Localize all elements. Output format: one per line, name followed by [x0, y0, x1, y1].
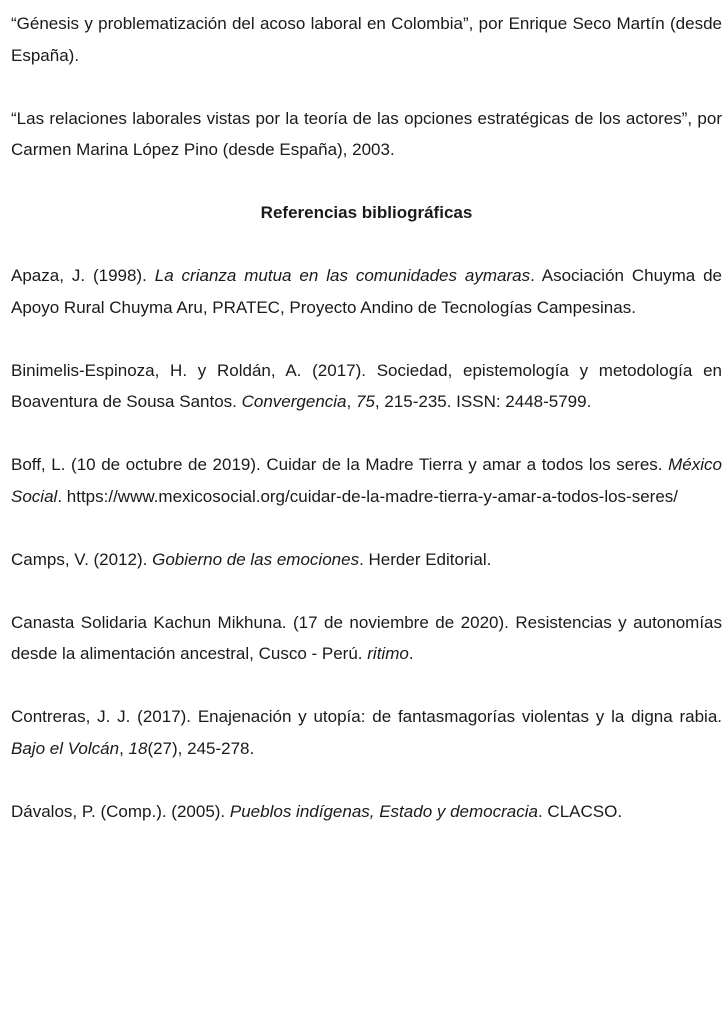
- reference-binimelis: [11, 355, 722, 418]
- ref-journal: ritimo: [367, 644, 409, 663]
- ref-volume: 75: [355, 392, 375, 411]
- ref-author-date: Contreras, J. J. (2017). Enajenación y utopía: de fantasmagorías violentas y la digna rabia.: [11, 707, 722, 726]
- reference-canasta: [11, 607, 722, 670]
- ref-rest: (27), 245-278.: [147, 738, 255, 758]
- ref-journal: Convergencia: [241, 392, 347, 411]
- ref-rest: .: [408, 644, 414, 663]
- reference-camps: [11, 544, 722, 576]
- ref-rest: . CLACSO.: [537, 801, 623, 821]
- ref-sep: .: [57, 486, 67, 506]
- ref-author-date: Canasta Solidaria Kachun Mikhuna. (17 de noviembre de 2020). Resistencias y autonomías desde la alimentación ancestral, Cusco - Perú.: [11, 612, 722, 663]
- ref-sep: ,: [119, 738, 129, 758]
- section-heading: Referencias bibliográficas: [260, 203, 473, 222]
- ref-rest: . Asociación Chuyma de Apoyo Rural Chuyma Aru, PRATEC, Proyecto Andino de Tecnologías Campesinas.: [11, 266, 722, 317]
- ref-volume: 18: [128, 738, 148, 758]
- reference-contreras: [11, 701, 722, 764]
- ref-journal: México Social: [11, 455, 722, 506]
- reference-davalos: [11, 796, 722, 828]
- ref-url-link[interactable]: https://www.mexicosocial.org/cuidar-de-la-madre-tierra-y-amar-a-todos-los-seres/: [66, 486, 679, 506]
- ref-author-date: Dávalos, P. (Comp.). (2005).: [11, 801, 230, 821]
- ref-author-date: Camps, V. (2012).: [11, 549, 153, 569]
- ref-journal: Bajo el Volcán: [11, 738, 120, 758]
- document-page: [11, 8, 722, 827]
- ref-author-date: Binimelis-Espinoza, H. y Roldán, A. (2017). Sociedad, epistemología y metodología en Boaventura de Sousa Santos.: [11, 360, 722, 411]
- ref-title: La crianza mutua en las comunidades aymaras: [154, 266, 531, 285]
- reference-boff: [11, 449, 722, 512]
- ref-title: Pueblos indígenas, Estado y democracia: [229, 801, 538, 821]
- ref-author-date: Boff, L. (10 de octubre de 2019). Cuidar de la Madre Tierra y amar a todos los seres.: [11, 455, 669, 474]
- ref-rest: . Herder Editorial.: [359, 549, 492, 569]
- intro-item-2: “Las relaciones laborales vistas por la teoría de las opciones estratégicas de los actores”, por Carmen Marina López Pino (desde España), 2003.: [11, 108, 722, 159]
- intro-item-1: “Génesis y problematización del acoso laboral en Colombia”, por Enrique Seco Martín (desde España).: [11, 14, 722, 65]
- ref-rest: , 215-235. ISSN: 2448-5799.: [374, 392, 592, 411]
- reference-apaza: [11, 260, 722, 323]
- ref-title: Gobierno de las emociones: [152, 549, 360, 569]
- ref-author-date: Apaza, J. (1998).: [11, 266, 155, 285]
- ref-sep: ,: [346, 392, 356, 411]
